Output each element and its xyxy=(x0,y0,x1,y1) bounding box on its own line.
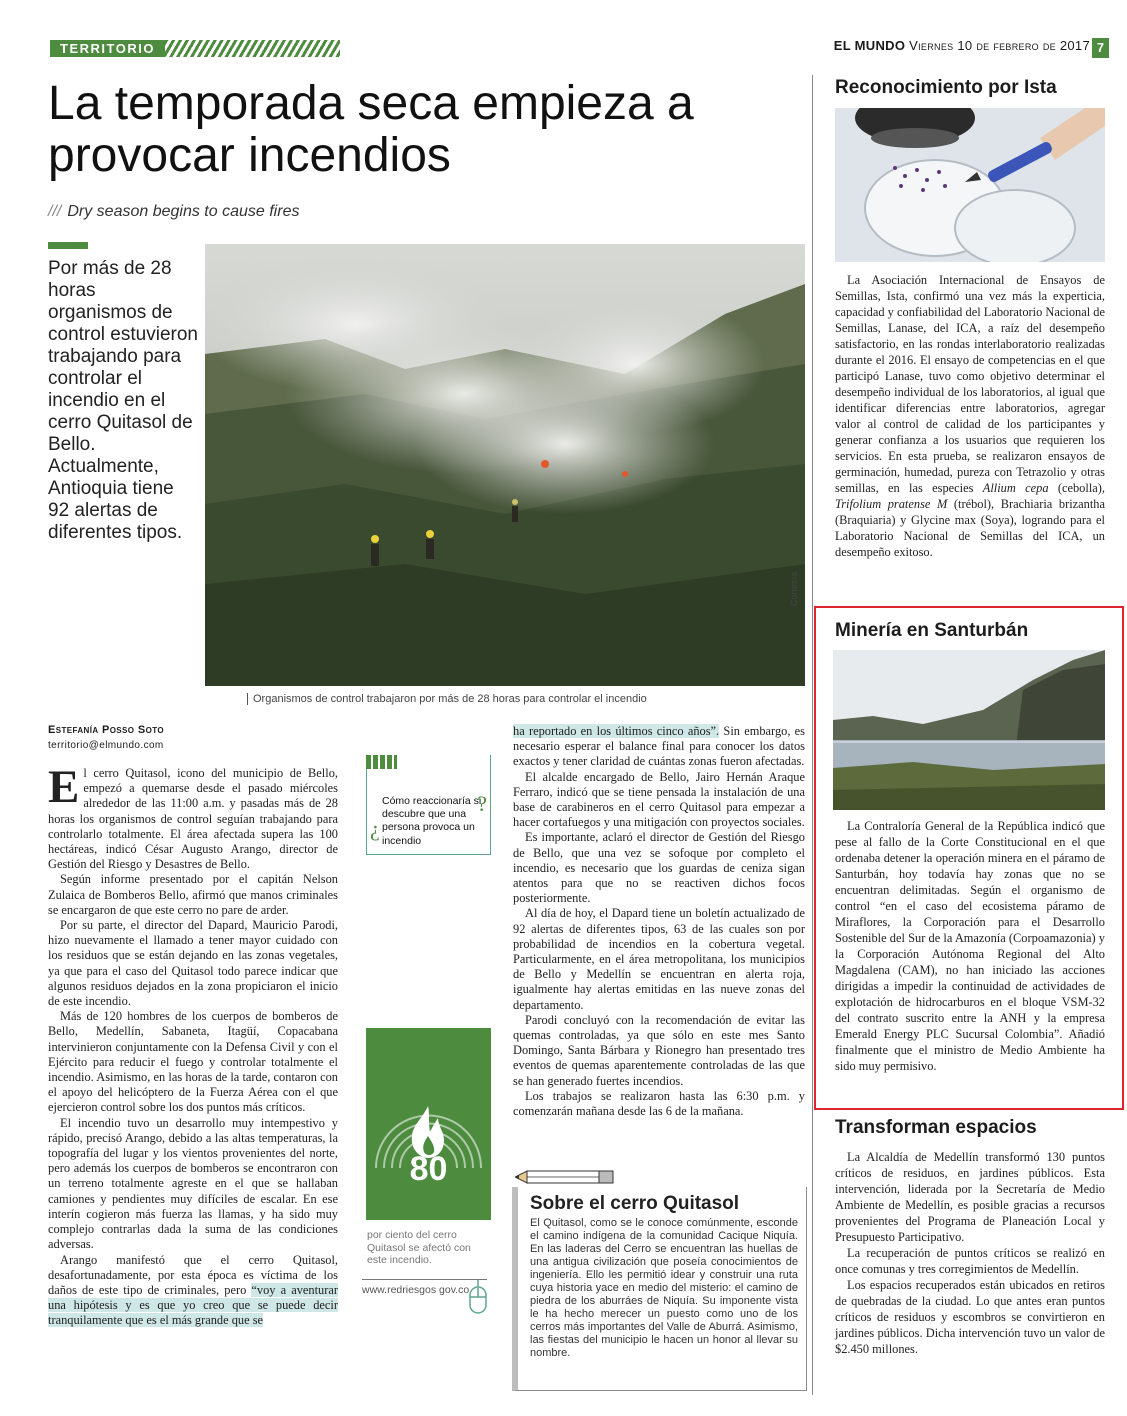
question-text: Cómo reaccionaría si descubre que una persona provoca un incendio xyxy=(382,795,482,847)
photo-caption: Organismos de control trabajaron por más de 28 horas para controlar el incendio xyxy=(247,693,647,705)
column-divider xyxy=(812,75,813,1395)
subhead-slashes: /// xyxy=(48,203,62,220)
article-paragraph: Los trabajos se realizaron hasta las 6:30 p.m. y comenzarán mañana desde las 6 de la mañana. xyxy=(513,1088,805,1119)
species-name: Allium cepa xyxy=(982,481,1049,495)
issue-date: Viernes 10 de febrero de 2017 xyxy=(909,38,1090,53)
stat-caption: por ciento del cerro Quitasol se afectó con este incendio. xyxy=(367,1229,471,1266)
brief-body-ista: La Asociación Internacional de Ensayos de Semillas, Ista, confirmó una vez más la experticia, capacidad y confiabilidad del Laboratorio Nacional de Semillas, Lanase, del ICA, a raíz del desempeño satisfactorio, en las rondas interlaboratorio realizadas durante el 2016. El ensayo de competencias en el que participó Lanase, tuvo como objetivo determinar el desempeño individual de los laboratorios, al igual que identificar diferencias entre laboratorios, agregar valor al control de calidad de los participantes y generar confianza a los usuarios que requieren los servicios. En esta prueba, se realizaron ensayos de germinación, humedad, pureza con Tetrazolio y otras semillas, en las especies Allium cepa (cebolla), Trifolium pratense M (trébol), Brachiaria brizantha (Braquiaria) y Glycine max (Soya), logrando para el Laboratorio Nacional de Semillas del ICA, un desempeño exitoso. xyxy=(835,273,1105,559)
brief-title-transforman: Transforman espacios xyxy=(835,1117,1037,1138)
mouse-icon xyxy=(468,1280,488,1314)
brief-title-mineria: Minería en Santurbán xyxy=(835,620,1029,641)
article-column-3 xyxy=(513,724,805,1119)
stat-block xyxy=(366,1028,491,1220)
byline-email[interactable]: territorio@elmundo.com xyxy=(48,740,164,751)
main-photo xyxy=(205,244,805,686)
drop-cap: E xyxy=(48,761,80,813)
santurban-photo xyxy=(833,650,1105,810)
pencil-icon xyxy=(515,1169,615,1185)
article-paragraph: El cerro Quitasol, icono del municipio de Bello, empezó a quemarse desde el pasado miércoles alrededor de las 11:00 a.m. y pasadas más de 28 horas los organismos de control seguían trabajando para controlarlo totalmente. El área afectada supera las 100 hectáreas, indicó César Augusto Arango, director de Gestión del Riesgo y Desastres de Bello. xyxy=(48,761,338,872)
section-label: TERRITORIO xyxy=(50,40,165,57)
highlighted-quote: “voy a aventurar una hipótesis y es que yo creo que se puede decir tranquilamente que es el más grande que se xyxy=(48,1282,338,1328)
masthead-name: EL MUNDO xyxy=(833,38,906,53)
masthead xyxy=(834,38,1090,53)
page-number: 7 xyxy=(1092,38,1109,58)
article-paragraph: ha reportado en los últimos cinco años”. Sin embargo, es necesario esperar el balance final para conocer los datos exactos y tener claridad de cuántas zonas fueron afectadas. xyxy=(513,724,806,769)
species-name: Trifolium pratense M xyxy=(835,497,948,511)
article-paragraph: Es importante, aclaró el director de Gestión del Riesgo de Bello, que una vez se sofoque por completo el incendio, es necesario que los guardas de ceniza sigan atentos para que no se reactiven dichos focos posteriormente. xyxy=(513,830,805,906)
article-paragraph: El alcalde encargado de Bello, Jairo Hernán Araque Ferraro, indicó que se tiene pensada la instalación de una base de carabineros en el cerro Quitasol para empezar a hacer cortafuegos y una mitigación con proyectos sociales. xyxy=(513,769,805,830)
article-paragraph: Según informe presentado por el capitán Nelson Zulaica de Bomberos Bello, afirmó que manos criminales se encargaron de que este cerro no pare de arder. xyxy=(48,872,338,917)
question-box xyxy=(366,755,491,855)
stat-value: 80 xyxy=(409,1150,448,1188)
brief-body-transforman: La Alcaldía de Medellín transformó 130 puntos críticos de residuos, en jardines públicos. Esta intervención, liderada por la Secretaría de Medio Ambiente de Medellín, es posible gracias a recursos provenientes del Programa de Planeación Local y Presupuesto Participativo. La recuperación de puntos críticos se realizó en once comunas y tres corregimientos de Medellín. Los espacios recuperados están ubicados en retiros de quebradas de la ciudad. Lo que antes eran puntos críticos de residuos y escombros se convirtieron en jardines públicos. Dicha intervención tuvo un valor de $2.450 millones. xyxy=(835,1150,1105,1356)
article-paragraph: Más de 120 hombres de los cuerpos de bomberos de Bello, Medellín, Sabaneta, Itagüí, Copacabana intervinieron conjuntamente con la Defensa Civil y con el Ejército para reducir el fuego y controlar totalmente el incendio. Asimismo, en las horas de la tarde, contaron con el apoyo del helicóptero de la Fuerza Aérea con el que ejercieron control sobre los dos puntos más críticos. xyxy=(48,1009,338,1115)
seed-lab-illustration xyxy=(835,108,1105,262)
sidebar-box-text: El Quitasol, como se le conoce comúnmente, esconde el camino indígena de la comunidad Cacique Niquía. En las laderas del Cerro se encuentran las huellas de una antigua civilización que poseía conocimientos de ingeniería. Ello les permitió idear y construir una ruta cuya historia yace en medio del misterio: el camino de piedra de los aburráes de Niquía. Su imponente vista le ha hecho merecer un puesto como uno de los cerros más importantes del Valle de Aburrá. Asimismo, las fiestas del municipio le hacen un honor al llevar su nombre. xyxy=(530,1217,798,1359)
highlighted-quote: ha reportado en los últimos cinco años”. xyxy=(513,724,720,738)
fire-gauge-icon xyxy=(366,1028,491,1220)
lead-marker xyxy=(48,242,88,249)
brief-body-mineria: La Contraloría General de la República indicó que pese al fallo de la Corte Constitucional en el que ordenaba detener la operación minera en el páramo de Santurbán, hoy todavía hay zonas que no se encuentran delimitadas. Según el organismo de control “en el caso del ecosistema páramo de Miraflores, la Corporación para el Desarrollo Sostenible del Sur de la Amazonía (Corpoamazonia) y la Corporación Autónoma Regional del Alto Magdalena (CAM), no han iniciado las acciones dirigidas a impedir la continuidad de actividades de explotación de hidrocarburos en el bloque VSM-32 del contrato suscrito entre la ANH y la empresa Emerald Energy PLC Sucursal Colombia”. Añadió finalmente que el ministro de Medio Ambiente ha sido muy permisivo. xyxy=(835,819,1105,1073)
question-bar xyxy=(366,755,397,769)
sidebar-box-title: Sobre el cerro Quitasol xyxy=(530,1193,740,1214)
subhead xyxy=(48,203,299,221)
byline-author: Estefanía Posso Soto xyxy=(48,724,164,736)
article-paragraph: Parodi concluyó con la recomendación de evitar las quemas controladas, ya que sólo en este mes Santo Domingo, Santa Bárbara y Rionegro han presentado tres eventos de quemas aparentemente controladas de las que se han generado fuertes incendios. xyxy=(513,1012,805,1088)
section-stripes xyxy=(165,40,340,57)
article-paragraph: El incendio tuvo un desarrollo muy intempestivo y rápido, precisó Arango, debido a las altas temperaturas, la topografía del lugar y los vientos provenientes del norte, pero además los cuerpos de bomberos se encontraron con un terreno totalmente agreste en el que se hallaban camiones y pendientes muy difíciles de escalar. En ese interín cogieron más fuerza las llamas, y ha sido muy complejo contrarlas dada la suma de las condiciones adversas. xyxy=(48,1115,338,1252)
article-paragraph: Arango manifestó que el cerro Quitasol, desafortunadamente, por esta época es víctima de los daños de este tipo de criminales, pero “voy a aventurar una hipótesis y es que yo creo que se puede decir tranquilamente que es el más grande que se xyxy=(48,1252,338,1328)
ista-photo xyxy=(835,108,1105,262)
question-open-mark: ¿ xyxy=(370,816,380,841)
article-paragraph: Al día de hoy, el Dapard tiene un boletín actualizado de 92 alertas de diferentes tipos, 63 de las cuales son por probabilidad de incendios en la cobertura vegetal. Particularmente, en el área metropolitana, los municipios de Bello y Medellín se encuentran en alerta roja, igualmente hay alertas emitidas en las nueve zonas del departamento. xyxy=(513,906,805,1012)
brief-title-ista: Reconocimiento por Ista xyxy=(835,77,1057,98)
article-paragraph: Por su parte, el director del Dapard, Mauricio Parodi, hizo nuevamente el llamado a tener mayor cuidado con los residuos que se están dejando en las zonas vegetales, ya que para el caso del Quitasol todo parece indicar que algunos residuos dejados en la zona propiciaron el inicio de este incendio. xyxy=(48,918,338,1009)
lead-paragraph: Por más de 28 horas organismos de control estuvieron trabajando para controlar el incendio en el cerro Quitasol de Bello. Actualmente, Antioquia tiene 92 alertas de diferentes tipos. xyxy=(48,258,198,543)
section-tag xyxy=(50,40,340,57)
fire-landscape-illustration xyxy=(205,244,805,686)
subhead-text: Dry season begins to cause fires xyxy=(67,203,300,220)
headline: La temporada seca empieza a provocar incendios xyxy=(48,77,694,182)
sidebar-box-quitasol xyxy=(512,1187,807,1391)
question-close-mark: ? xyxy=(477,791,487,816)
paramo-lake-illustration xyxy=(833,650,1105,810)
source-link[interactable]: www.redriesgos gov.co xyxy=(362,1279,487,1297)
photo-credit: Cortesía. xyxy=(789,569,799,606)
article-column-1 xyxy=(48,761,338,1329)
